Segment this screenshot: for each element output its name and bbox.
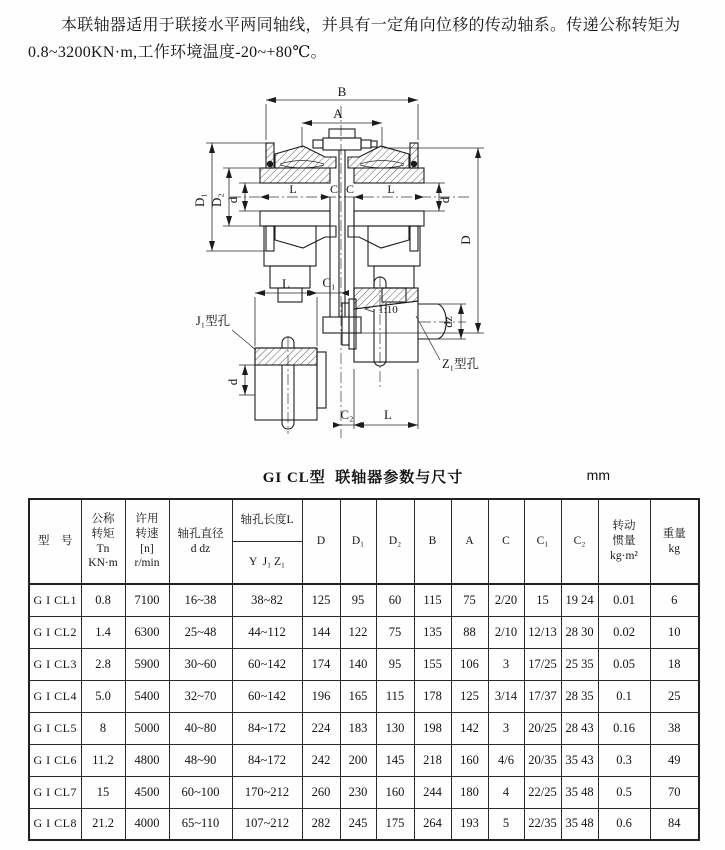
- value-cell: 95: [376, 648, 414, 680]
- z1-leader-line: [416, 316, 440, 360]
- dim-label-d-hub: d: [225, 378, 240, 386]
- col-header-C2: C₂: [561, 499, 598, 584]
- value-cell: 174: [302, 648, 340, 680]
- hub-rim-right: [354, 168, 424, 183]
- value-cell: 10: [650, 616, 699, 648]
- value-cell: 44~112: [232, 616, 302, 648]
- value-cell: 88: [451, 616, 488, 648]
- value-cell: 17/25: [524, 648, 561, 680]
- dim-label-C1: C₁: [322, 275, 336, 290]
- seal-dot-left: [267, 161, 273, 167]
- value-cell: 35 48: [561, 776, 598, 808]
- value-cell: 160: [376, 776, 414, 808]
- svg-text:L: L: [289, 182, 297, 196]
- value-cell: 4500: [125, 776, 169, 808]
- value-cell: 3: [488, 648, 524, 680]
- value-cell: 0.02: [598, 616, 650, 648]
- value-cell: 40~80: [169, 712, 232, 744]
- value-cell: 125: [451, 680, 488, 712]
- value-cell: 65~110: [169, 808, 232, 840]
- value-cell: 5900: [125, 648, 169, 680]
- col-header-B: B: [414, 499, 451, 584]
- value-cell: 60~142: [232, 648, 302, 680]
- value-cell: 75: [376, 616, 414, 648]
- assembly-dimensions: [192, 85, 484, 333]
- value-cell: 17/37: [524, 680, 561, 712]
- value-cell: 95: [340, 584, 376, 616]
- value-cell: 0.6: [598, 808, 650, 840]
- value-cell: 6: [650, 584, 699, 616]
- col-header-C: C: [488, 499, 524, 584]
- length-dimension-band: [260, 182, 424, 200]
- bolt-assembly: [313, 129, 377, 150]
- value-cell: 282: [302, 808, 340, 840]
- value-cell: 2/10: [488, 616, 524, 648]
- dim-label-L-j1: L: [282, 276, 290, 291]
- value-cell: 155: [414, 648, 451, 680]
- value-cell: 218: [414, 744, 451, 776]
- value-cell: 224: [302, 712, 340, 744]
- svg-text:C: C: [329, 182, 339, 196]
- value-cell: 28 43: [561, 712, 598, 744]
- col-header-torque: 公称 转矩 Tn KN·m: [81, 499, 125, 584]
- value-cell: 4: [488, 776, 524, 808]
- sleeve-plate-right: [348, 146, 409, 168]
- col-header-D2: D₂: [376, 499, 414, 584]
- model-cell: G I CL2: [29, 616, 81, 648]
- value-cell: 245: [340, 808, 376, 840]
- dim-label-d-left: d: [225, 196, 240, 204]
- value-cell: 4/6: [488, 744, 524, 776]
- value-cell: 264: [414, 808, 451, 840]
- col-header-D: D: [302, 499, 340, 584]
- value-cell: 125: [302, 584, 340, 616]
- value-cell: 144: [302, 616, 340, 648]
- value-cell: 142: [451, 712, 488, 744]
- model-cell: G I CL1: [29, 584, 81, 616]
- value-cell: 20/25: [524, 712, 561, 744]
- col-header-speed: 许用 转速 [n] r/min: [125, 499, 169, 584]
- value-cell: 183: [340, 712, 376, 744]
- value-cell: 60~100: [169, 776, 232, 808]
- value-cell: 16~38: [169, 584, 232, 616]
- dim-label-D1: D₁: [192, 193, 207, 207]
- value-cell: 30~60: [169, 648, 232, 680]
- value-cell: 8: [81, 712, 125, 744]
- z1-hole-label: Z₁型孔: [442, 357, 479, 371]
- value-cell: 7100: [125, 584, 169, 616]
- value-cell: 15: [81, 776, 125, 808]
- model-cell: G I CL5: [29, 712, 81, 744]
- j1-hub-view: [196, 275, 349, 429]
- value-cell: 115: [414, 584, 451, 616]
- value-cell: 178: [414, 680, 451, 712]
- value-cell: 1.4: [81, 616, 125, 648]
- coupling-technical-drawing: [0, 85, 725, 460]
- model-cell: G I CL3: [29, 648, 81, 680]
- table-unit-label: mm: [586, 467, 610, 483]
- value-cell: 35 48: [561, 808, 598, 840]
- col-header-A: A: [451, 499, 488, 584]
- table-row: [29, 808, 699, 840]
- value-cell: 3/14: [488, 680, 524, 712]
- value-cell: 115: [376, 680, 414, 712]
- value-cell: 0.3: [598, 744, 650, 776]
- value-cell: 20/35: [524, 744, 561, 776]
- value-cell: 70: [650, 776, 699, 808]
- j1-leader-line: [232, 330, 256, 350]
- j1-hole-label: J₁型孔: [195, 314, 231, 328]
- value-cell: 84~172: [232, 712, 302, 744]
- value-cell: 11.2: [81, 744, 125, 776]
- value-cell: 196: [302, 680, 340, 712]
- value-cell: 38: [650, 712, 699, 744]
- value-cell: 0.1: [598, 680, 650, 712]
- value-cell: 135: [414, 616, 451, 648]
- hub-rim-left: [260, 168, 330, 183]
- table-row: [29, 680, 699, 712]
- value-cell: 0.16: [598, 712, 650, 744]
- value-cell: 244: [414, 776, 451, 808]
- col-header-bore-length-types: Y J₁ Z₁: [232, 541, 302, 584]
- value-cell: 6300: [125, 616, 169, 648]
- value-cell: 84: [650, 808, 699, 840]
- value-cell: 84~172: [232, 744, 302, 776]
- value-cell: 193: [451, 808, 488, 840]
- dim-label-d-right: d: [437, 196, 452, 204]
- value-cell: 60~142: [232, 680, 302, 712]
- col-header-inertia: 转动 惯量 kg·m²: [598, 499, 650, 584]
- value-cell: 260: [302, 776, 340, 808]
- value-cell: 242: [302, 744, 340, 776]
- value-cell: 0.01: [598, 584, 650, 616]
- value-cell: 122: [340, 616, 376, 648]
- value-cell: 0.8: [81, 584, 125, 616]
- col-header-model: 型 号: [29, 499, 81, 584]
- value-cell: 5: [488, 808, 524, 840]
- sleeve-plate-left: [275, 146, 336, 168]
- value-cell: 160: [451, 744, 488, 776]
- value-cell: 22/25: [524, 776, 561, 808]
- col-header-bore-length: 轴孔长度L: [232, 499, 302, 541]
- value-cell: 3: [488, 712, 524, 744]
- intro-line-2: 0.8~3200KN·m,工作环境温度-20~+80℃。: [28, 44, 327, 61]
- value-cell: 5400: [125, 680, 169, 712]
- seal-dot-right: [411, 161, 417, 167]
- col-header-bore-dia: 轴孔直径 d dz: [169, 499, 232, 584]
- value-cell: 198: [414, 712, 451, 744]
- value-cell: 200: [340, 744, 376, 776]
- intro-line-1: 本联轴器适用于联接水平两同轴线，并具有一定角向位移的传动轴系。传递公称转矩为: [61, 17, 681, 34]
- value-cell: 4000: [125, 808, 169, 840]
- value-cell: 32~70: [169, 680, 232, 712]
- dim-label-L-z1: L: [384, 407, 392, 422]
- col-header-C1: C₁: [524, 499, 561, 584]
- value-cell: 5.0: [81, 680, 125, 712]
- dim-label-D: D: [458, 235, 473, 245]
- dim-label-B: B: [337, 85, 347, 99]
- taper-ratio-label: 1:10: [378, 304, 398, 316]
- table-title-row: [28, 466, 698, 490]
- value-cell: 175: [376, 808, 414, 840]
- dim-label-A: A: [333, 106, 343, 121]
- table-body: [29, 584, 699, 840]
- value-cell: 130: [376, 712, 414, 744]
- table-row: [29, 648, 699, 680]
- value-cell: 49: [650, 744, 699, 776]
- dim-label-D2: D₂: [209, 193, 224, 207]
- value-cell: 2/20: [488, 584, 524, 616]
- table-row: [29, 712, 699, 744]
- value-cell: 5000: [125, 712, 169, 744]
- value-cell: 2.8: [81, 648, 125, 680]
- value-cell: 28 35: [561, 680, 598, 712]
- value-cell: 180: [451, 776, 488, 808]
- model-cell: G I CL7: [29, 776, 81, 808]
- col-header-weight: 重量 kg: [650, 499, 699, 584]
- coupling-parameters-table: [28, 498, 700, 841]
- value-cell: 140: [340, 648, 376, 680]
- value-cell: 60: [376, 584, 414, 616]
- value-cell: 145: [376, 744, 414, 776]
- svg-text:C: C: [345, 182, 355, 196]
- table-row: [29, 776, 699, 808]
- dim-label-C2: C₂: [340, 407, 354, 422]
- value-cell: 170~212: [232, 776, 302, 808]
- table-row: [29, 584, 699, 616]
- value-cell: 21.2: [81, 808, 125, 840]
- value-cell: 15: [524, 584, 561, 616]
- value-cell: 230: [340, 776, 376, 808]
- value-cell: 25 35: [561, 648, 598, 680]
- value-cell: 38~82: [232, 584, 302, 616]
- value-cell: 48~90: [169, 744, 232, 776]
- value-cell: 25~48: [169, 616, 232, 648]
- value-cell: 0.05: [598, 648, 650, 680]
- value-cell: 22/35: [524, 808, 561, 840]
- model-cell: G I CL8: [29, 808, 81, 840]
- value-cell: 18: [650, 648, 699, 680]
- value-cell: 106: [451, 648, 488, 680]
- table-row: [29, 744, 699, 776]
- table-row: [29, 616, 699, 648]
- value-cell: 28 30: [561, 616, 598, 648]
- value-cell: 12/13: [524, 616, 561, 648]
- dim-label-dz: dz: [441, 316, 455, 328]
- value-cell: 107~212: [232, 808, 302, 840]
- value-cell: 35 43: [561, 744, 598, 776]
- value-cell: 0.5: [598, 776, 650, 808]
- table-header: [29, 499, 699, 584]
- table-title: GI CL型 联轴器参数与尺寸: [262, 470, 464, 486]
- intro-paragraph: [28, 12, 700, 66]
- value-cell: 75: [451, 584, 488, 616]
- z1-hub-view: [333, 277, 479, 429]
- value-cell: 165: [340, 680, 376, 712]
- value-cell: 19 24: [561, 584, 598, 616]
- model-cell: G I CL4: [29, 680, 81, 712]
- value-cell: 25: [650, 680, 699, 712]
- model-cell: G I CL6: [29, 744, 81, 776]
- col-header-D1: D₁: [340, 499, 376, 584]
- svg-text:L: L: [387, 182, 395, 196]
- value-cell: 4800: [125, 744, 169, 776]
